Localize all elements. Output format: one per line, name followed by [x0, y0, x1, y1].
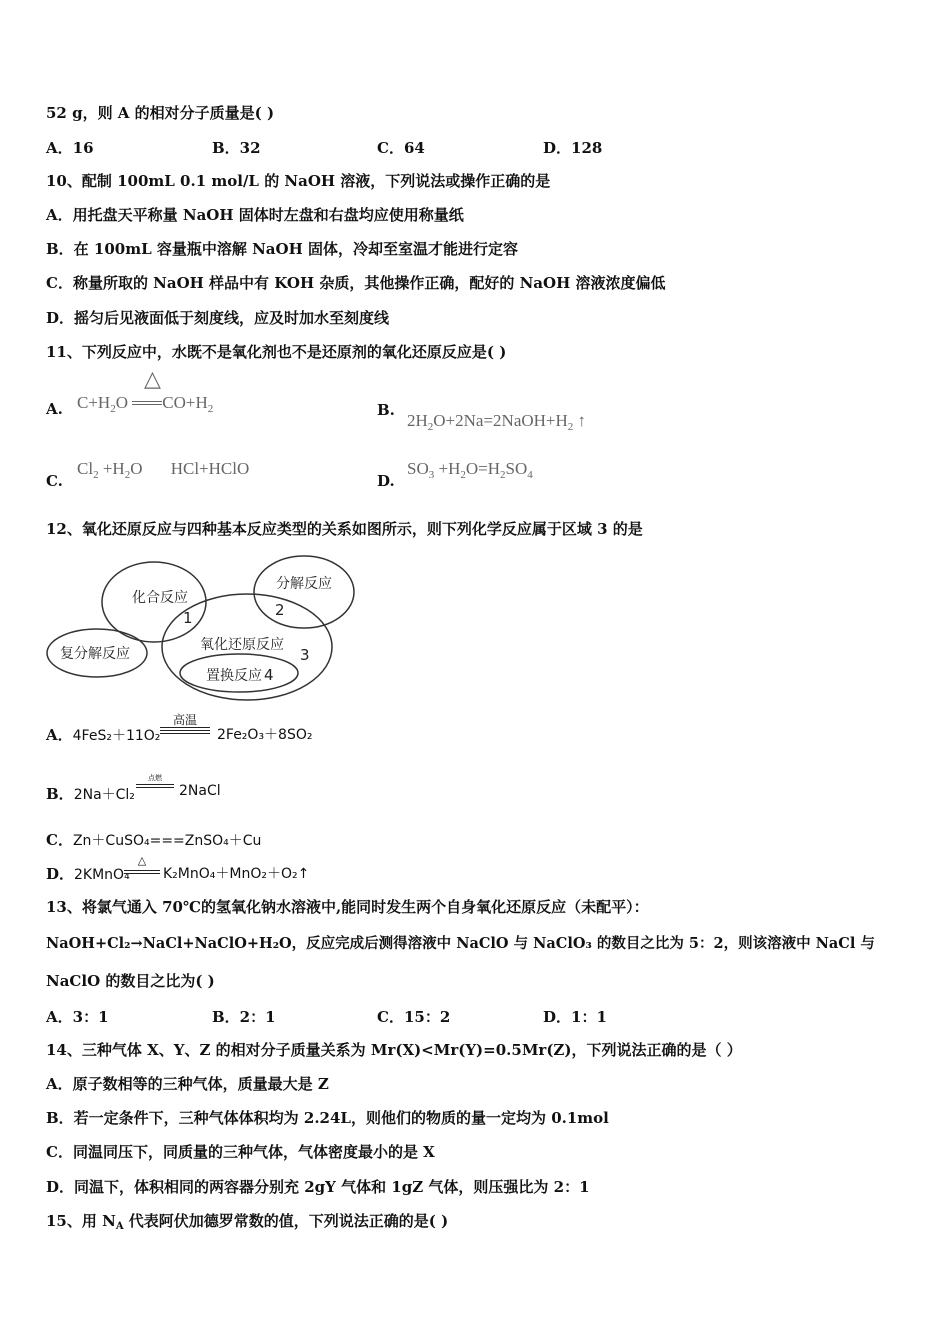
heat-triangle-icon: △ [144, 366, 161, 391]
q9-tail: 52 g，则 A 的相对分子质量是( ) [46, 104, 275, 122]
q10-option-a: A．用托盘天平称量 NaOH 固体时左盘和右盘均应使用称量纸 [46, 206, 464, 224]
q12-option-a: A．4FeS₂＋11O₂ [46, 726, 161, 744]
q10-stem: 10、配制 100mL 0.1 mol/L 的 NaOH 溶液，下列说法或操作正确的是 [46, 172, 551, 190]
q11-equation-d: $SO_3 +H_2O=H_2SO_4$ [407, 459, 533, 481]
q9-option-a: A．16 [46, 139, 94, 157]
q12-d-equals-sign [124, 870, 160, 874]
q12-stem: 12、氧化还原反应与四种基本反应类型的关系如图所示，则下列化学反应属于区域 3 的是 [46, 520, 643, 538]
q14-option-b: B．若一定条件下，三种气体体积均为 2.24L，则他们的物质的量一定均为 0.1mol [46, 1109, 609, 1127]
q10-option-c: C．称量所取的 NaOH 样品中有 KOH 杂质，其他操作正确，配好的 NaOH 溶液浓度偏低 [46, 274, 666, 292]
region-2-label: 2 [275, 601, 285, 619]
q9-option-b: B．32 [212, 139, 261, 157]
q12-a-equals-sign [160, 727, 210, 734]
q11-stem: 11、下列反应中，水既不是氧化剂也不是还原剂的氧化还原反应是( ) [46, 343, 507, 361]
reaction-type-venn-diagram [44, 552, 364, 702]
q11-label-a: A. [46, 400, 63, 418]
q12-a-condition: 高温 [172, 713, 197, 727]
reaction-arrow-a [132, 399, 162, 409]
q13-option-c: C．15：2 [377, 1008, 451, 1026]
q9-option-c: C．64 [377, 139, 425, 157]
q11-label-d: D. [377, 472, 395, 490]
q14-option-d: D．同温下，体积相同的两容器分别充 2gY 气体和 1gZ 气体，则压强比为 2：1 [46, 1178, 590, 1196]
double-displacement-label: 复分解反应 [60, 646, 130, 662]
q12-option-c: C．Zn＋CuSO₄===ZnSO₄＋Cu [46, 831, 262, 849]
region-1-label: 1 [183, 609, 193, 627]
q11-equation-b: $2H_2O+2Na=2NaOH+H_2$ ↑ [407, 411, 587, 433]
q12-b-condition: 点燃 [148, 774, 162, 782]
decomposition-ellipse [254, 556, 354, 628]
q12-option-b: B．2Na＋Cl₂ [46, 785, 135, 803]
q14-option-c: C．同温同压下，同质量的三种气体，气体密度最小的是 X [46, 1143, 435, 1161]
q11-equation-a: $C+H_2O$ $CO+H_2$ [77, 393, 214, 415]
q15-stem: 15、用 $N_A$ 代表阿伏加德罗常数的值，下列说法正确的是( ) [46, 1212, 449, 1232]
combination-label: 化合反应 [132, 590, 188, 606]
q12-b-equals-sign [136, 784, 174, 788]
q10-option-d: D．摇匀后见液面低于刻度线，应及时加水至刻度线 [46, 309, 390, 327]
q12-b-products: 2NaCl [179, 783, 221, 799]
q13-option-b: B．2：1 [212, 1008, 276, 1026]
q13-option-d: D．1：1 [543, 1008, 607, 1026]
decomposition-label: 分解反应 [276, 576, 332, 592]
q12-d-products: K₂MnO₄＋MnO₂＋O₂↑ [163, 866, 310, 882]
q11-label-c: C. [46, 472, 63, 490]
q10-option-b: B．在 100mL 容量瓶中溶解 NaOH 固体，冷却至室温才能进行定容 [46, 240, 518, 258]
q13-option-a: A．3：1 [46, 1008, 109, 1026]
q9-option-d: D．128 [543, 139, 603, 157]
q11-equation-c: $Cl_2 +H_2O$ HCl+HClO [77, 459, 250, 481]
region-3-label: 3 [300, 646, 310, 664]
q12-option-d: D．2KMnO₄ [46, 865, 130, 883]
q13-line-2: NaOH+Cl₂→NaCl+NaClO+H₂O，反应完成后测得溶液中 NaClO 与 NaClO₃ 的数目之比为 5：2，则该溶液中 NaCl 与 [46, 935, 875, 952]
redox-label: 氧化还原反应 [200, 637, 284, 653]
q13-line-1: 13、将氯气通入 70℃的氢氧化钠水溶液中,能同时发生两个自身氧化还原反应（未配平）： [46, 898, 649, 916]
q14-stem: 14、三种气体 X、Y、Z 的相对分子质量关系为 Mr(X)<Mr(Y)=0.5Mr(Z)，下列说法正确的是（ ） [46, 1041, 742, 1059]
q13-line-3: NaClO 的数目之比为( ) [46, 972, 215, 990]
displacement-label: 置换反应 [206, 668, 262, 684]
q14-option-a: A．原子数相等的三种气体，质量最大是 Z [46, 1075, 329, 1093]
q12-a-products: 2Fe₂O₃＋8SO₂ [217, 727, 313, 743]
q11-label-b: B. [377, 401, 395, 419]
region-4-label: 4 [264, 666, 274, 684]
q12-d-condition: △ [137, 854, 147, 867]
